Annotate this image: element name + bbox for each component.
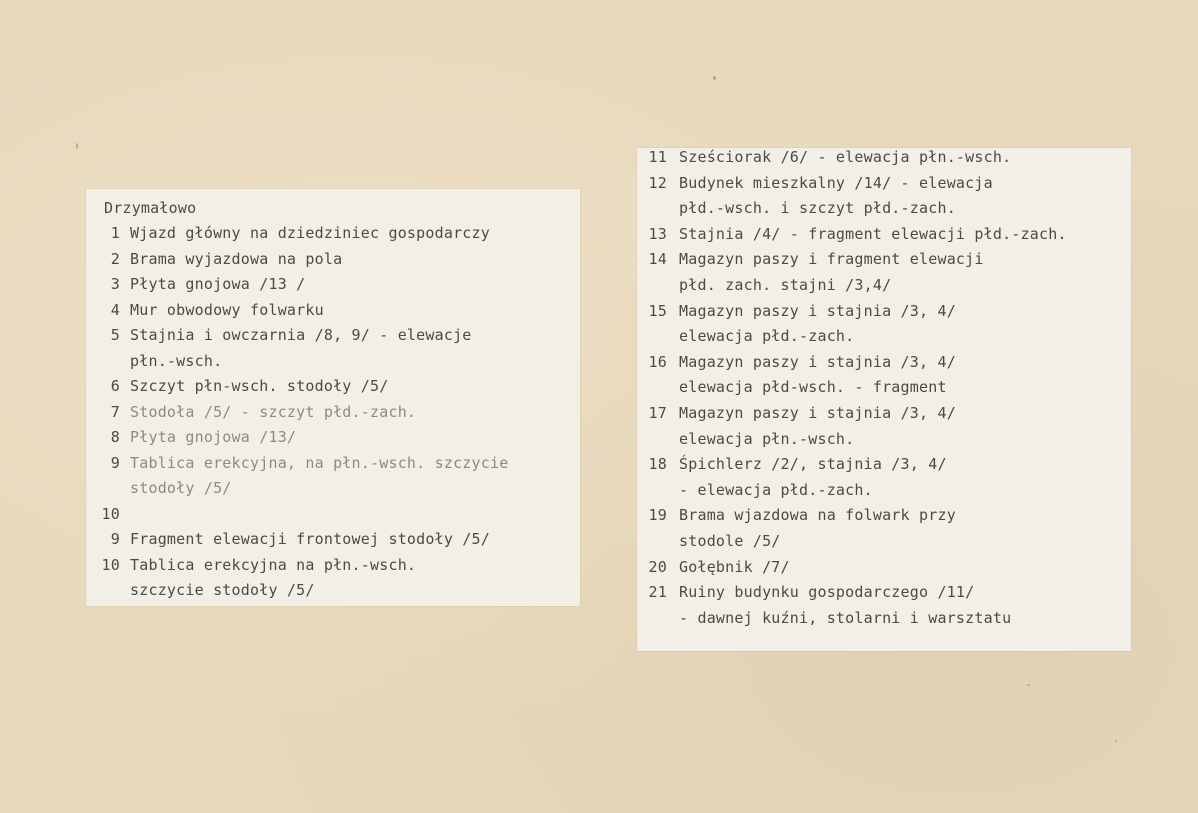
entry-line: stodole /5/ (679, 531, 781, 550)
typed-card-right (637, 148, 1131, 651)
entry-line: Magazyn paszy i stajnia /3, 4/ (679, 404, 956, 422)
entry-line: - elewacja płd.-zach. (679, 480, 873, 499)
entry-text (130, 530, 490, 556)
entry-text (679, 583, 1011, 634)
entry-text (130, 428, 296, 454)
entry-number: 15 (648, 301, 667, 320)
entry-line: Płyta gnojowa /13/ (130, 428, 297, 446)
location-title: Drzymałowo (104, 199, 197, 217)
entry-line: Mur obwodowy folwarku (130, 300, 324, 319)
entry-text (130, 301, 324, 327)
entry-number: 13 (648, 224, 667, 243)
entry-number: 11 (648, 148, 667, 166)
entry-text (130, 377, 388, 403)
entry-number: 19 (648, 506, 667, 525)
entry-line: elewacja płn.-wsch. (679, 429, 855, 448)
entry-text (679, 558, 790, 584)
entry-number: 8 (110, 428, 120, 446)
entry-number: 3 (110, 275, 120, 293)
entry-line: Sześciorak /6/ - elewacja płn.-wsch. (679, 148, 1012, 166)
entry-line: Stajnia /4/ - fragment elewacji płd.-zach. (679, 224, 1067, 243)
entry-text (679, 455, 947, 506)
entry-text (130, 556, 416, 607)
entry-number: 1 (110, 224, 120, 242)
entry-text (130, 326, 472, 377)
entry-text (679, 404, 956, 455)
entry-line: elewacja płd.-zach. (679, 327, 855, 346)
entry-number: 5 (110, 326, 120, 344)
entry-text (679, 174, 993, 225)
entry-line: Magazyn paszy i stajnia /3, 4/ (679, 301, 956, 320)
entry-number: 16 (648, 352, 667, 371)
entry-number: 4 (110, 300, 120, 319)
entry-line: Budynek mieszkalny /14/ - elewacja (679, 173, 993, 192)
entry-line: elewacja płd-wsch. - fragment (679, 378, 947, 397)
entry-number: 10 (101, 504, 120, 523)
entry-text (679, 302, 956, 353)
entry-line: Szczyt płn-wsch. stodoły /5/ (130, 377, 389, 395)
paper-speck (76, 143, 78, 149)
entry-text (679, 250, 984, 301)
paper-speck (713, 76, 716, 80)
entry-line: Magazyn paszy i fragment elewacji (679, 250, 984, 269)
entry-number: 12 (648, 173, 667, 192)
entry-text (130, 250, 342, 276)
entry-line: stodoły /5/ (130, 479, 232, 497)
entry-text (679, 148, 1011, 174)
entry-text (679, 225, 1067, 251)
entry-line: Stajnia i owczarnia /8, 9/ - elewacje (130, 326, 472, 344)
entry-number: 2 (110, 249, 120, 268)
entry-number: 9 (110, 530, 120, 548)
entry-line: Ruiny budynku gospodarczego /11/ (679, 583, 975, 602)
entry-number: 14 (648, 250, 667, 269)
entry-line: Śpichlerz /2/, stajnia /3, 4/ (679, 455, 947, 474)
entry-number: 9 (110, 453, 120, 472)
entry-text (130, 224, 490, 250)
entry-number: 6 (110, 377, 120, 395)
entry-line: Stodoła /5/ - szczyt płd.-zach. (130, 402, 417, 421)
entry-line: Fragment elewacji frontowej stodoły /5/ (130, 530, 490, 548)
paper-speck (1027, 684, 1030, 686)
entry-line: Tablica erekcyjna na płn.-wsch. (130, 555, 417, 574)
entry-line: Płyta gnojowa /13 / (130, 275, 306, 293)
entry-line: Tablica erekcyjna, na płn.-wsch. szczycie (130, 453, 509, 472)
entry-number: 21 (648, 583, 667, 602)
entry-line: Gołębnik /7/ (679, 557, 790, 576)
entry-text (130, 454, 508, 505)
entry-number: 7 (110, 402, 120, 421)
entry-number: 18 (648, 455, 667, 474)
typed-card-left (86, 189, 580, 606)
entry-line: - dawnej kuźni, stolarni i warsztatu (679, 608, 1012, 627)
entry-line: płn.-wsch. (130, 351, 223, 370)
entry-line: Magazyn paszy i stajnia /3, 4/ (679, 352, 956, 371)
entry-line: płd. zach. stajni /3,4/ (679, 275, 892, 294)
entry-text (130, 403, 416, 429)
entry-number: 20 (648, 557, 667, 576)
entry-line: szczycie stodoły /5/ (130, 581, 315, 599)
entry-text (679, 506, 956, 557)
entry-number: 10 (101, 555, 120, 574)
entry-number: 17 (648, 404, 667, 422)
entry-line: Brama wyjazdowa na pola (130, 249, 343, 268)
entry-text (130, 275, 305, 301)
entry-line: płd.-wsch. i szczyt płd.-zach. (679, 199, 956, 218)
entry-line: Wjazd główny na dziedziniec gospodarczy (130, 224, 490, 242)
paper-speck (1115, 740, 1117, 742)
entry-text (679, 353, 956, 404)
entry-line: Brama wjazdowa na folwark przy (679, 506, 956, 525)
